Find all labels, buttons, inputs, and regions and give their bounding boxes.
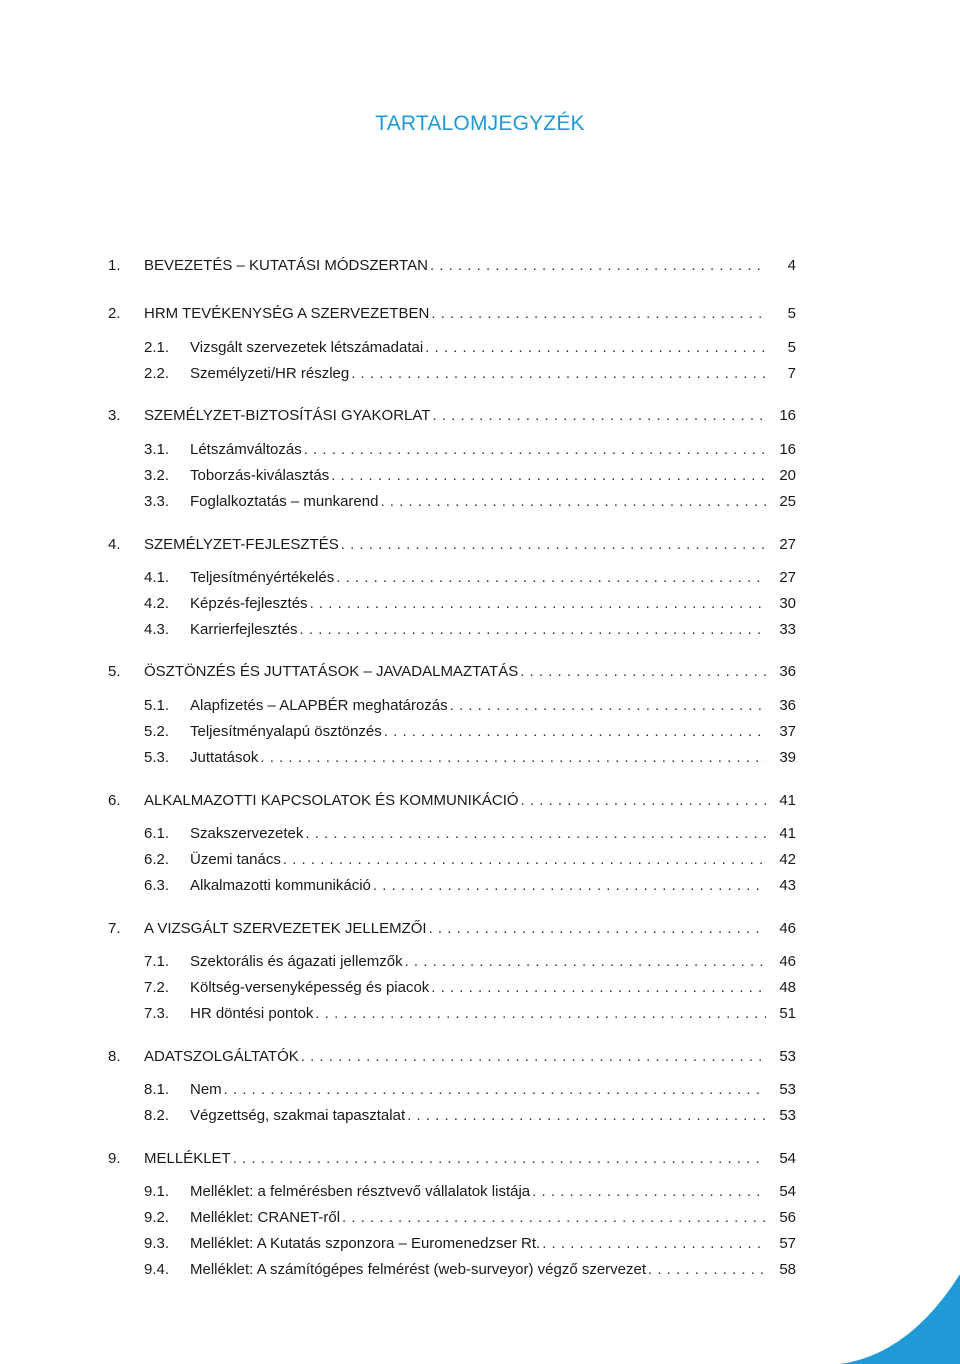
toc-chapter-entry[interactable] bbox=[108, 791, 796, 811]
toc-dot-leader bbox=[380, 492, 766, 512]
toc-section-entry[interactable] bbox=[144, 696, 796, 716]
toc-dot-leader bbox=[260, 748, 766, 768]
toc-number: 9.4. bbox=[144, 1261, 170, 1278]
toc-label: HR döntési pontok bbox=[190, 1005, 314, 1022]
toc-number: 5.1. bbox=[144, 697, 170, 714]
toc-page-number: 16 bbox=[779, 407, 796, 424]
toc-page-number: 27 bbox=[779, 569, 796, 586]
toc-number: 7.3. bbox=[144, 1005, 170, 1022]
toc-number: 2. bbox=[108, 305, 121, 322]
toc-dot-leader bbox=[648, 1260, 766, 1280]
toc-page-number: 53 bbox=[779, 1048, 796, 1065]
toc-section-entry[interactable] bbox=[144, 338, 796, 358]
toc-page-number: 7 bbox=[787, 365, 796, 382]
toc-chapter-entry[interactable] bbox=[108, 406, 796, 426]
toc-label: Üzemi tanács bbox=[190, 851, 281, 868]
toc-section-entry[interactable] bbox=[144, 876, 796, 896]
toc-number: 9.2. bbox=[144, 1209, 170, 1226]
toc-dot-leader bbox=[305, 824, 766, 844]
toc-page-number: 46 bbox=[779, 920, 796, 937]
corner-decoration bbox=[840, 1274, 960, 1364]
toc-number: 7.2. bbox=[144, 979, 170, 996]
toc-section-entry[interactable] bbox=[144, 1234, 796, 1254]
toc-page-number: 39 bbox=[779, 749, 796, 766]
toc-label: Személyzeti/HR részleg bbox=[190, 365, 350, 382]
toc-label: A VIZSGÁLT SZERVEZETEK JELLEMZŐI bbox=[144, 920, 427, 937]
toc-number: 4.3. bbox=[144, 621, 170, 638]
toc-dot-leader bbox=[336, 568, 766, 588]
toc-number: 8. bbox=[108, 1048, 121, 1065]
toc-number: 4.2. bbox=[144, 595, 170, 612]
toc-chapter-entry[interactable] bbox=[108, 662, 796, 682]
toc-section-entry[interactable] bbox=[144, 440, 796, 460]
toc-page-number: 30 bbox=[779, 595, 796, 612]
toc-number: 3.1. bbox=[144, 441, 170, 458]
toc-page-number: 56 bbox=[779, 1209, 796, 1226]
toc-dot-leader bbox=[384, 722, 766, 742]
toc-section-entry[interactable] bbox=[144, 594, 796, 614]
toc-dot-leader bbox=[429, 919, 766, 939]
toc-page-number: 58 bbox=[779, 1261, 796, 1278]
toc-number: 9.1. bbox=[144, 1183, 170, 1200]
toc-dot-leader bbox=[304, 440, 766, 460]
toc-page-number: 37 bbox=[779, 723, 796, 740]
toc-chapter-entry[interactable] bbox=[108, 256, 796, 276]
toc-page-number: 33 bbox=[779, 621, 796, 638]
toc-dot-leader bbox=[520, 662, 766, 682]
toc-section-entry[interactable] bbox=[144, 492, 796, 512]
toc-chapter-entry[interactable] bbox=[108, 1149, 796, 1169]
toc-page-number: 41 bbox=[779, 792, 796, 809]
toc-label: Költség-versenyképesség és piacok bbox=[190, 979, 430, 996]
toc-label: Teljesítményalapú ösztönzés bbox=[190, 723, 382, 740]
toc-dot-leader bbox=[342, 1208, 766, 1228]
toc-page-number: 5 bbox=[787, 339, 796, 356]
toc-section-entry[interactable] bbox=[144, 850, 796, 870]
toc-number: 3.2. bbox=[144, 467, 170, 484]
toc-chapter-entry[interactable] bbox=[108, 535, 796, 555]
toc-dot-leader bbox=[432, 406, 766, 426]
toc-number: 9.3. bbox=[144, 1235, 170, 1252]
toc-label: Melléklet: a felmérésben résztvevő vállalatok listája bbox=[190, 1183, 531, 1200]
toc-section-entry[interactable] bbox=[144, 1080, 796, 1100]
toc-dot-leader bbox=[300, 620, 766, 640]
toc-label: Melléklet: A Kutatás szponzora – Euromenedzser Rt. bbox=[190, 1235, 541, 1252]
toc-dot-leader bbox=[425, 338, 766, 358]
toc-label: Létszámváltozás bbox=[190, 441, 302, 458]
toc-number: 7. bbox=[108, 920, 121, 937]
toc-section-entry[interactable] bbox=[144, 364, 796, 384]
toc-number: 8.1. bbox=[144, 1081, 170, 1098]
toc-label: SZEMÉLYZET-BIZTOSÍTÁSI GYAKORLAT bbox=[144, 407, 431, 424]
toc-label: Juttatások bbox=[190, 749, 259, 766]
toc-section-entry[interactable] bbox=[144, 1106, 796, 1126]
toc-page-number: 46 bbox=[779, 953, 796, 970]
toc-label: MELLÉKLET bbox=[144, 1150, 231, 1167]
toc-label: Foglalkoztatás – munkarend bbox=[190, 493, 379, 510]
toc-page-number: 54 bbox=[779, 1183, 796, 1200]
toc-label: ÖSZTÖNZÉS ÉS JUTTATÁSOK – JAVADALMAZTATÁS bbox=[144, 663, 519, 680]
toc-dot-leader bbox=[373, 876, 766, 896]
toc-label: Végzettség, szakmai tapasztalat bbox=[190, 1107, 406, 1124]
toc-number: 6. bbox=[108, 792, 121, 809]
toc-section-entry[interactable] bbox=[144, 1260, 796, 1280]
toc-label: Szektorális és ágazati jellemzők bbox=[190, 953, 403, 970]
toc-page-number: 53 bbox=[779, 1081, 796, 1098]
toc-label: Karrierfejlesztés bbox=[190, 621, 298, 638]
toc-page-number: 27 bbox=[779, 536, 796, 553]
toc-number: 6.2. bbox=[144, 851, 170, 868]
toc-page-number: 16 bbox=[779, 441, 796, 458]
page-title: TARTALOMJEGYZÉK bbox=[375, 112, 585, 135]
toc-page-number: 5 bbox=[787, 305, 796, 322]
toc-label: Toborzás-kiválasztás bbox=[190, 467, 330, 484]
toc-section-entry[interactable] bbox=[144, 1182, 796, 1202]
toc-number: 3. bbox=[108, 407, 121, 424]
toc-section-entry[interactable] bbox=[144, 1208, 796, 1228]
toc-page-number: 51 bbox=[779, 1005, 796, 1022]
toc-page-number: 25 bbox=[779, 493, 796, 510]
toc-dot-leader bbox=[450, 696, 766, 716]
toc-dot-leader bbox=[224, 1080, 766, 1100]
toc-label: BEVEZETÉS – KUTATÁSI MÓDSZERTAN bbox=[144, 257, 428, 274]
toc-page-number: 57 bbox=[779, 1235, 796, 1252]
toc-dot-leader bbox=[430, 256, 766, 276]
toc-number: 6.1. bbox=[144, 825, 170, 842]
toc-number: 1. bbox=[108, 257, 121, 274]
toc-page-number: 53 bbox=[779, 1107, 796, 1124]
toc-number: 8.2. bbox=[144, 1107, 170, 1124]
toc-dot-leader bbox=[310, 594, 766, 614]
toc-label: SZEMÉLYZET-FEJLESZTÉS bbox=[144, 536, 339, 553]
toc-label: ALKALMAZOTTI KAPCSOLATOK ÉS KOMMUNIKÁCIÓ bbox=[144, 792, 519, 809]
toc-page-number: 36 bbox=[779, 663, 796, 680]
toc-dot-leader bbox=[315, 1004, 766, 1024]
toc-number: 5.2. bbox=[144, 723, 170, 740]
toc-dot-leader bbox=[521, 791, 766, 811]
toc-section-entry[interactable] bbox=[144, 978, 796, 998]
toc-label: Teljesítményértékelés bbox=[190, 569, 335, 586]
toc-dot-leader bbox=[405, 952, 766, 972]
toc-section-entry[interactable] bbox=[144, 824, 796, 844]
toc-page-number: 36 bbox=[779, 697, 796, 714]
toc-section-entry[interactable] bbox=[144, 748, 796, 768]
toc-section-entry[interactable] bbox=[144, 466, 796, 486]
toc-dot-leader bbox=[542, 1234, 766, 1254]
toc-dot-leader bbox=[283, 850, 766, 870]
toc-number: 2.1. bbox=[144, 339, 170, 356]
toc-page-number: 54 bbox=[779, 1150, 796, 1167]
toc-label: Nem bbox=[190, 1081, 222, 1098]
toc-page-number: 20 bbox=[779, 467, 796, 484]
toc-dot-leader bbox=[532, 1182, 766, 1202]
toc-number: 9. bbox=[108, 1150, 121, 1167]
toc-section-entry[interactable] bbox=[144, 952, 796, 972]
toc-label: Szakszervezetek bbox=[190, 825, 304, 842]
toc-label: Alkalmazotti kommunikáció bbox=[190, 877, 371, 894]
toc-chapter-entry[interactable] bbox=[108, 919, 796, 939]
toc-page-number: 43 bbox=[779, 877, 796, 894]
toc-dot-leader bbox=[233, 1149, 766, 1169]
toc-number: 4.1. bbox=[144, 569, 170, 586]
toc-dot-leader bbox=[407, 1106, 766, 1126]
toc-dot-leader bbox=[301, 1047, 766, 1067]
toc-section-entry[interactable] bbox=[144, 568, 796, 588]
toc-number: 6.3. bbox=[144, 877, 170, 894]
toc-page-number: 41 bbox=[779, 825, 796, 842]
toc-dot-leader bbox=[431, 978, 766, 998]
toc-page-number: 48 bbox=[779, 979, 796, 996]
toc-number: 7.1. bbox=[144, 953, 170, 970]
toc-number: 2.2. bbox=[144, 365, 170, 382]
toc-dot-leader bbox=[351, 364, 766, 384]
toc-label: HRM TEVÉKENYSÉG A SZERVEZETBEN bbox=[144, 305, 430, 322]
toc-number: 5.3. bbox=[144, 749, 170, 766]
toc-dot-leader bbox=[331, 466, 766, 486]
toc-label: Melléklet: CRANET-ről bbox=[190, 1209, 341, 1226]
toc-label: ADATSZOLGÁLTATÓK bbox=[144, 1048, 299, 1065]
toc-number: 3.3. bbox=[144, 493, 170, 510]
toc-number: 5. bbox=[108, 663, 121, 680]
toc-label: Képzés-fejlesztés bbox=[190, 595, 308, 612]
toc-page-number: 42 bbox=[779, 851, 796, 868]
toc-label: Alapfizetés – ALAPBÉR meghatározás bbox=[190, 697, 448, 714]
toc-section-entry[interactable] bbox=[144, 1004, 796, 1024]
toc-label: Vizsgált szervezetek létszámadatai bbox=[190, 339, 424, 356]
toc-label: Melléklet: A számítógépes felmérést (web-surveyor) végző szervezet bbox=[190, 1261, 647, 1278]
toc-dot-leader bbox=[431, 304, 766, 324]
toc-chapter-entry[interactable] bbox=[108, 1047, 796, 1067]
toc-section-entry[interactable] bbox=[144, 620, 796, 640]
toc-dot-leader bbox=[341, 535, 766, 555]
toc-chapter-entry[interactable] bbox=[108, 304, 796, 324]
toc-number: 4. bbox=[108, 536, 121, 553]
toc-page-number: 4 bbox=[787, 257, 796, 274]
toc-section-entry[interactable] bbox=[144, 722, 796, 742]
